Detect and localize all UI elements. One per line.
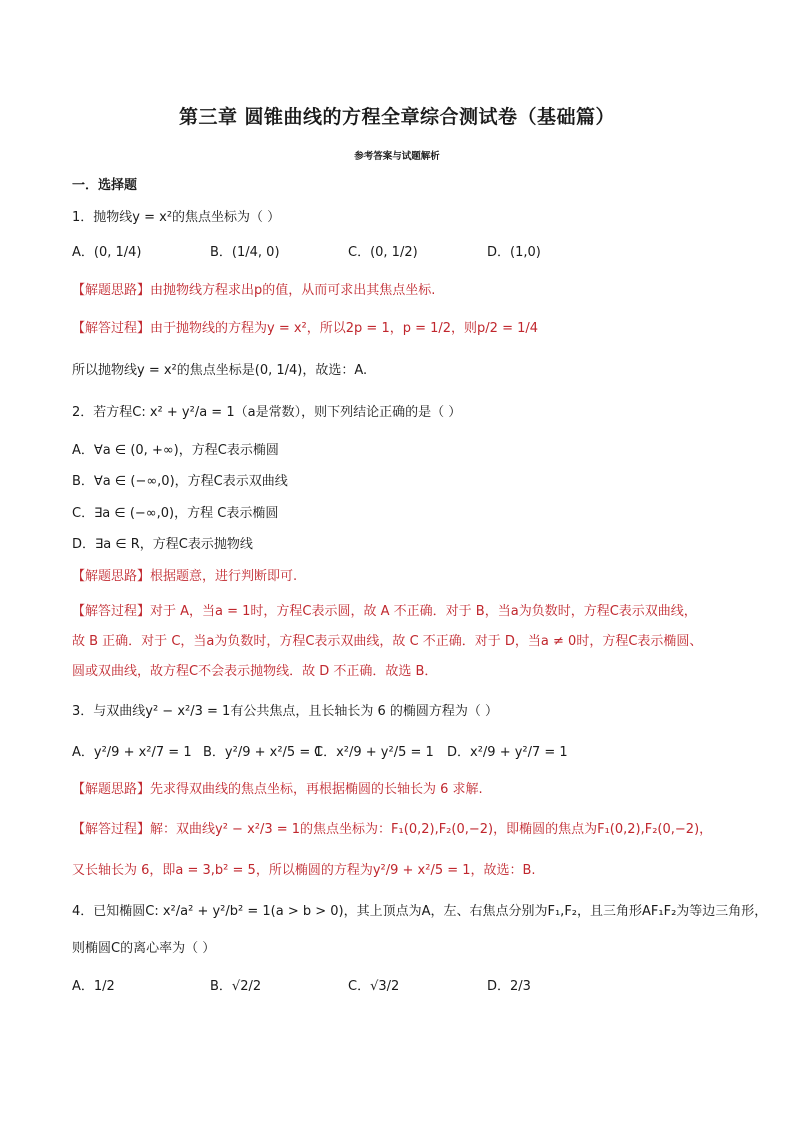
- q1-proc-line-1: 由于抛物线的方程为y = x²，所以2p = 1，p = 1/2，则p/2 = 1/4: [150, 321, 539, 336]
- q1-proc-tag: 【解答过程】: [72, 321, 151, 336]
- q1-option-a: A．(0, 1/4): [72, 245, 142, 260]
- q2-option-d: D．∃a ∈ R，方程C表示抛物线: [72, 537, 253, 552]
- q3-stem: 3．与双曲线y² − x²/3 = 1有公共焦点，且长轴长为 6 的椭圆方程为（ ）: [72, 704, 498, 719]
- q3-process: [72, 821, 712, 839]
- q2-option-b: B．∀a ∈ (−∞,0)，方程C表示双曲线: [72, 474, 288, 489]
- q2-proc-line-1: 对于 A，当a = 1时，方程C表示圆，故 A 不正确．对于 B，当a为负数时，方程C表示双曲线，: [150, 604, 697, 619]
- q2-proc-line-3: 圆或双曲线，故方程C不会表示抛物线．故 D 不正确．故选 B．: [72, 664, 438, 679]
- q1-proc-line-2: 所以抛物线y = x²的焦点坐标是(0, 1/4)，故选：A.: [72, 363, 368, 378]
- q4-option-c: C．√3/2: [348, 979, 400, 994]
- q3-option-b: B．y²/9 + x²/5 = 1: [203, 745, 323, 760]
- doc-subtitle: 参考答案与试题解析: [354, 151, 440, 162]
- section-heading: 一．选择题: [72, 178, 138, 193]
- q4-option-b: B．√2/2: [210, 979, 262, 994]
- q4-option-a: A．1/2: [72, 979, 115, 994]
- q3-proc-line-2: 又长轴长为 6，即a = 3,b² = 5，所以椭圆的方程为y²/9 + x²/5 = 1，故选：B.: [72, 863, 536, 878]
- q1-process: [72, 320, 538, 338]
- q2-process: [72, 603, 697, 621]
- q1-option-c: C．(0, 1/2): [348, 245, 418, 260]
- q2-option-a: A．∀a ∈ (0, +∞)，方程C表示椭圆: [72, 443, 279, 458]
- q3-option-a: A．y²/9 + x²/7 = 1: [72, 745, 192, 760]
- q3-proc-line-1: 解：双曲线y² − x²/3 = 1的焦点坐标为：F₁(0,2),F₂(0,−2)，即椭圆的焦点为F₁(0,2),F₂(0,−2)，: [150, 822, 713, 837]
- q2-proc-line-2: 故 B 正确．对于 C，当a为负数时，方程C表示双曲线，故 C 不正确．对于 D，当a ≠ 0时，方程C表示椭圆、: [72, 634, 703, 649]
- q3-option-c: C．x²/9 + y²/5 = 1: [314, 745, 434, 760]
- q1-idea-tag: 【解题思路】: [72, 283, 151, 298]
- q3-idea-tag: 【解题思路】: [72, 782, 151, 797]
- doc-title: 第三章 圆锥曲线的方程全章综合测试卷（基础篇）: [178, 106, 616, 128]
- q1-idea-text: 由抛物线方程求出p的值，从而可求出其焦点坐标.: [150, 283, 436, 298]
- q3-proc-tag: 【解答过程】: [72, 822, 151, 837]
- q2-idea-tag: 【解题思路】: [72, 569, 151, 584]
- q3-option-d: D．x²/9 + y²/7 = 1: [447, 745, 568, 760]
- q1-idea: [72, 282, 435, 300]
- q2-idea: [72, 568, 297, 586]
- q2-option-c: C．∃a ∈ (−∞,0)，方程 C表示椭圆: [72, 506, 279, 521]
- q1-stem: 1．抛物线y = x²的焦点坐标为（ ）: [72, 210, 281, 225]
- q1-option-d: D．(1,0): [487, 245, 541, 260]
- q2-stem: 2．若方程C: x² + y²/a = 1（a是常数），则下列结论正确的是（ ）: [72, 405, 462, 420]
- q4-stem-line-1: 4．已知椭圆C: x²/a² + y²/b² = 1(a > b > 0)，其上顶点为A，左、右焦点分别为F₁,F₂，且三角形AF₁F₂为等边三角形，: [72, 904, 768, 919]
- q2-idea-text: 根据题意，进行判断即可.: [150, 569, 298, 584]
- q4-option-d: D．2/3: [487, 979, 531, 994]
- q3-idea: [72, 781, 483, 799]
- q2-proc-tag: 【解答过程】: [72, 604, 151, 619]
- q3-idea-text: 先求得双曲线的焦点坐标，再根据椭圆的长轴长为 6 求解.: [150, 782, 483, 797]
- q4-stem-line-2: 则椭圆C的离心率为（ ）: [72, 941, 216, 956]
- q1-option-b: B．(1/4, 0): [210, 245, 280, 260]
